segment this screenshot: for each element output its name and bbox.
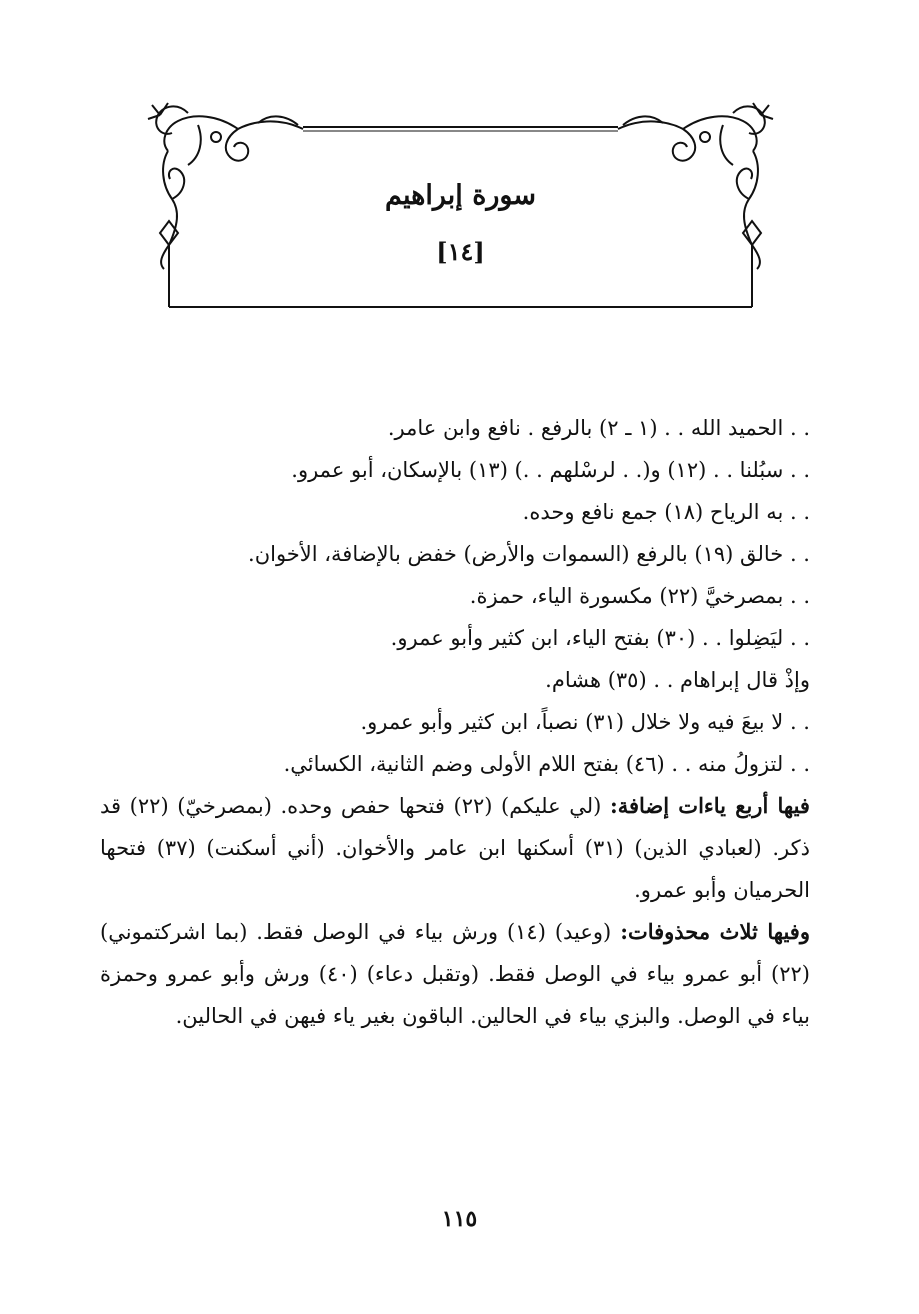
reading-line-3: . . به الرياح (١٨) جمع نافع وحده.	[522, 500, 810, 524]
readings-body	[100, 407, 810, 1037]
idafa-text: (لي عليكم) (٢٢) فتحها حفص وحده. (بمصرخيّ) (٢٢) قد ذكر. (لعبادي الذين) (٣١) أسكنها ابن عامر والأخوان. (أني أسكنت) (٣٧) فتحها الحرميان وأبو عمرو.	[100, 794, 810, 902]
surah-title: سورة إبراهيم	[385, 180, 536, 211]
mahdhufat-heading: وفيها ثلاث محذوفات:	[620, 919, 810, 944]
reading-line-9: . . لتزولُ منه . . (٤٦) بفتح اللام الأولى وضم الثانية، الكسائي.	[283, 752, 810, 776]
reading-line-7: وإذْ قال إبراهام . . (٣٥) هشام.	[545, 668, 810, 692]
mahdhufat-text: (وعيد) (١٤) ورش بياء في الوصل فقط. (بما اشركتموني) (٢٢) أبو عمرو بياء في الوصل فقط. (وتقبل دعاء) (٤٠) ورش وأبو عمرو وحمزة بياء في الوصل. والبزي بياء في الحالين. الباقون بغير ياء فيهن في الحالين.	[100, 920, 810, 1028]
reading-line-1: . . الحميد الله . . (١ ـ ٢) بالرفع . نافع وابن عامر.	[387, 416, 810, 440]
reading-line-4: . . خالق (١٩) بالرفع (السموات والأرض) خفض بالإضافة، الأخوان.	[248, 542, 810, 566]
reading-line-2: . . سبُلنا . . (١٢) و(. . لرسْلهم . .) (١٣) بالإسكان، أبو عمرو.	[291, 458, 810, 482]
idafa-heading: فيها أربع ياءات إضافة:	[609, 793, 810, 818]
surah-number: [١٤]	[436, 237, 485, 266]
reading-line-8: . . لا بيعَ فيه ولا خلال (٣١) نصباً، ابن كثير وأبو عمرو.	[360, 710, 810, 734]
idafa-paragraph	[100, 785, 810, 911]
reading-line-5: . . بمصرخيَّ (٢٢) مكسورة الياء، حمزة.	[469, 584, 810, 608]
mahdhufat-paragraph	[100, 911, 810, 1037]
reading-line-6: . . ليَضِلوا . . (٣٠) بفتح الياء، ابن كثير وأبو عمرو.	[390, 626, 810, 650]
page-number: ١١٥	[441, 1206, 478, 1232]
ornamental-title-frame	[138, 95, 783, 317]
